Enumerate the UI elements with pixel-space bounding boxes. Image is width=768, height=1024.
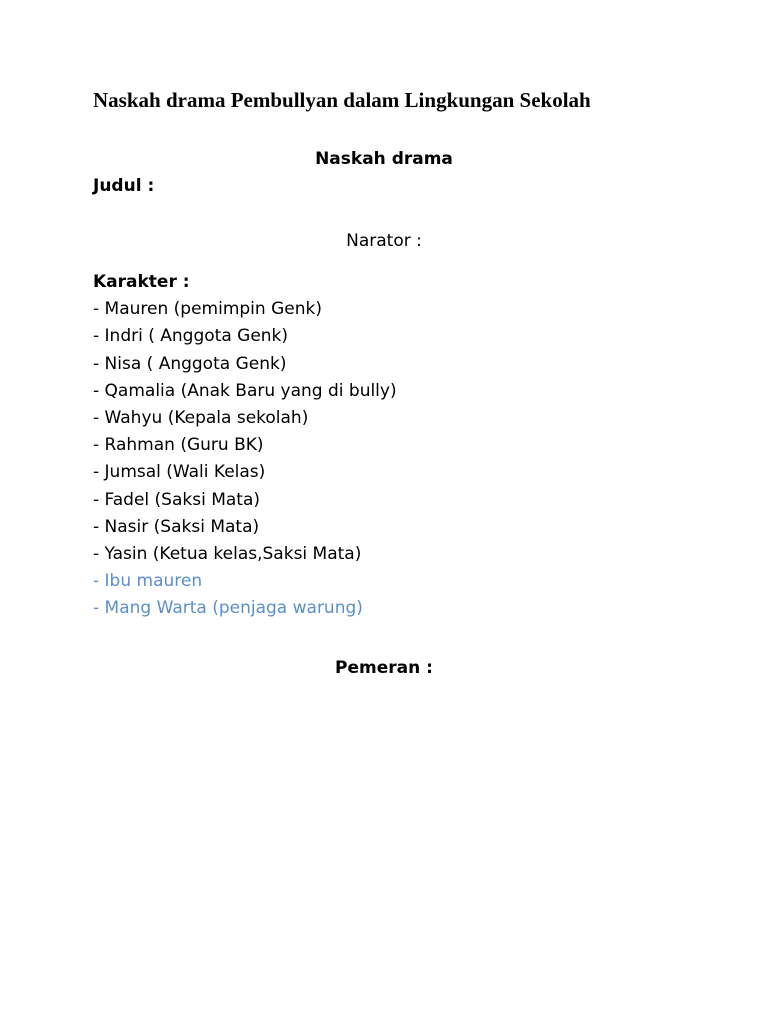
karakter-section (93, 269, 397, 622)
list-item: - Fadel (Saksi Mata) (93, 489, 261, 510)
list-item: - Jumsal (Wali Kelas) (93, 462, 266, 483)
list-item: - Mauren (pemimpin Genk) (93, 299, 322, 320)
document-title: Naskah drama Pembullyan dalam Lingkungan Sekolah (93, 88, 591, 112)
list-item: - Indri ( Anggota Genk) (93, 326, 289, 347)
list-item: - Yasin (Ketua kelas,Saksi Mata) (93, 543, 362, 564)
judul-label: Judul : (93, 176, 155, 196)
subheading-naskah-drama: Naskah drama (315, 149, 453, 169)
list-item: - Ibu mauren (93, 571, 203, 592)
list-item: - Mang Warta (penjaga warung) (93, 598, 363, 619)
list-item: - Nasir (Saksi Mata) (93, 516, 260, 537)
list-item: - Rahman (Guru BK) (93, 435, 264, 456)
list-item: - Nisa ( Anggota Genk) (93, 353, 287, 374)
character-list (93, 296, 397, 622)
list-item: - Wahyu (Kepala sekolah) (93, 407, 309, 428)
narator-label: Narator : (346, 231, 422, 251)
karakter-heading: Karakter : (93, 272, 190, 292)
pemeran-label: Pemeran : (335, 658, 433, 678)
list-item: - Qamalia (Anak Baru yang di bully) (93, 380, 397, 401)
